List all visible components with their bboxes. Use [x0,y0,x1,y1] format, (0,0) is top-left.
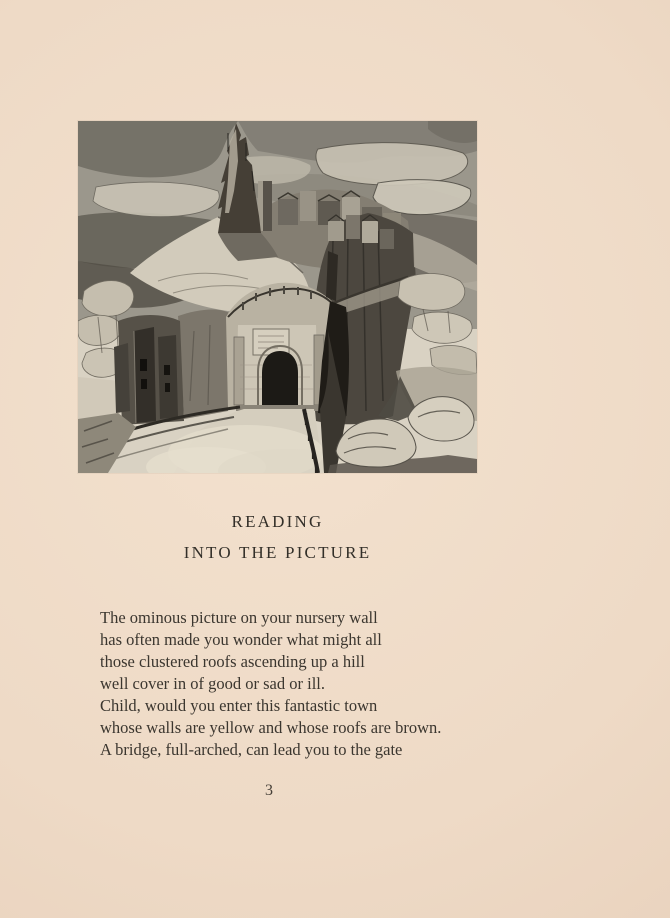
poem-line: well cover in of good or sad or ill. [100,674,325,693]
hill-town-illustration-canvas [78,121,477,473]
poem-title [78,506,477,568]
title-line-2: INTO THE PICTURE [183,543,372,562]
poem-line: those clustered roofs ascending up a hill [100,652,365,671]
poem-line: whose walls are yellow and whose roofs are brown. [100,718,442,737]
page-number: 3 [265,782,273,799]
poem-line: The ominous picture on your nursery wall [100,608,378,627]
hill-town-illustration [78,121,477,473]
title-line-1: READING [231,512,324,531]
poem-line: Child, would you enter this fantastic town [100,696,378,715]
poem-line: A bridge, full-arched, can lead you to the gate [100,740,403,759]
poem-line: has often made you wonder what might all [100,630,382,649]
poem-text [100,607,520,761]
